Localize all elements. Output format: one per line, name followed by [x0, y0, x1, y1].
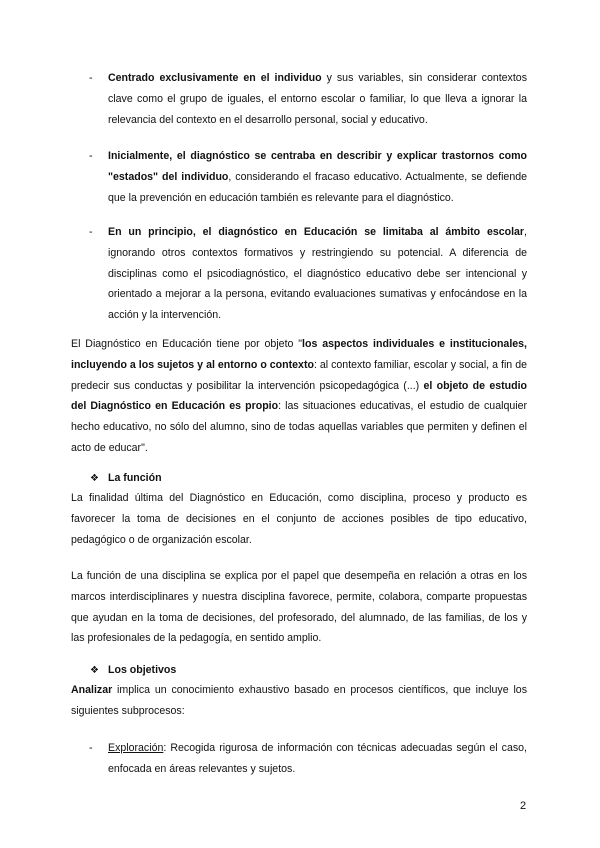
page-number: 2	[520, 800, 527, 812]
paragraph-bold-text: los aspectos individuales e institucionales, incluyendo a los sujetos y al entorno o contexto	[71, 338, 527, 371]
paragraph-text: : las situaciones educativas, el estudio de cualquier hecho educativo, no sólo del alumno, sino de todas aquellas variables que permiten y definen el acto de educar".	[71, 400, 528, 454]
section-heading-objectives	[90, 660, 176, 682]
section-title: La función	[108, 472, 162, 484]
exploration-term: Exploración	[108, 742, 164, 754]
bullet-text	[108, 68, 527, 130]
exploration-description: : Recogida rigurosa de información con técnicas adecuadas según el caso, enfocada en áreas relevantes y sujetos.	[108, 742, 527, 775]
bullet-dash: -	[89, 226, 93, 238]
bullet-text	[108, 738, 527, 780]
bullet-dash: -	[89, 72, 93, 84]
diamond-bullet-icon: ❖	[90, 473, 99, 484]
function-paragraph-1: La finalidad última del Diagnóstico en Educación, como disciplina, proceso y producto es favorecer la toma de decisiones en el conjunto de acciones posibles de tipo educativo, pedagógico o de organización escolar.	[71, 492, 527, 546]
section-heading-function	[90, 468, 162, 490]
objectives-lead-paragraph	[71, 680, 527, 722]
function-paragraph-2: La función de una disciplina se explica por el papel que desempeña en relación a otras en los marcos interdisciplinares y nuestra disciplina favorece, permite, colabora, comparte propuestas que ayudan en la toma de decisiones, del profesorado, del alumnado, de las familias, de los y las profesionales de la pedagogía, en sentido amplio.	[71, 570, 527, 645]
bullet-rest-text: y sus variables, sin considerar contextos clave como el grupo de iguales, el entorno escolar o familiar, lo que lleva a ignorar la relevancia del contexto en el desarrollo personal, social y educativo.	[108, 72, 527, 126]
bullet-dash: -	[89, 150, 93, 162]
bullet-dash: -	[89, 742, 93, 754]
paragraph-bold-text: el objeto de estudio del Diagnóstico en Educación es propio	[71, 379, 527, 413]
section-title: Los objetivos	[108, 664, 177, 676]
bullet-rest-text: , ignorando otros contextos formativos y restringiendo su potencial. A diferencia de disciplinas como el psicodiagnóstico, el diagnóstico educativo debe ser intencional y orientado a mejorar a la persona, evitando evaluaciones sumativas y enfocándose en la acción y la intervención.	[108, 226, 527, 322]
exploration-item	[90, 738, 527, 780]
bullet-bold-text: En un principio, el diagnóstico en Educación se limitaba al ámbito escolar	[108, 226, 525, 238]
object-paragraph	[71, 334, 527, 459]
bullet-rest-text: , considerando el fracaso educativo. Actualmente, se defiende que la prevención en educación también es relevante para el diagnóstico.	[108, 170, 528, 204]
bullet-item-1	[90, 68, 527, 130]
lead-bold-text: Analizar	[71, 684, 113, 696]
bullet-bold-text: Inicialmente, el diagnóstico se centraba en describir y explicar trastornos como "estados" del individuo	[108, 150, 527, 183]
lead-rest-text: implica un conocimiento exhaustivo basado en procesos científicos, que incluye los siguientes subprocesos:	[71, 684, 527, 717]
paragraph-text: : al contexto familiar, escolar y social, a fin de predecir sus conductas y posibilitar la intervención psicopedagógica (...)	[71, 358, 527, 392]
bullet-item-3	[90, 222, 527, 326]
bullet-item-2	[90, 146, 527, 208]
bullet-text	[108, 146, 527, 208]
diamond-bullet-icon: ❖	[90, 665, 99, 676]
paragraph-text: El Diagnóstico en Educación tiene por objeto "	[71, 338, 303, 350]
bullet-bold-text: Centrado exclusivamente en el individuo	[108, 72, 322, 84]
bullet-text	[108, 222, 527, 326]
